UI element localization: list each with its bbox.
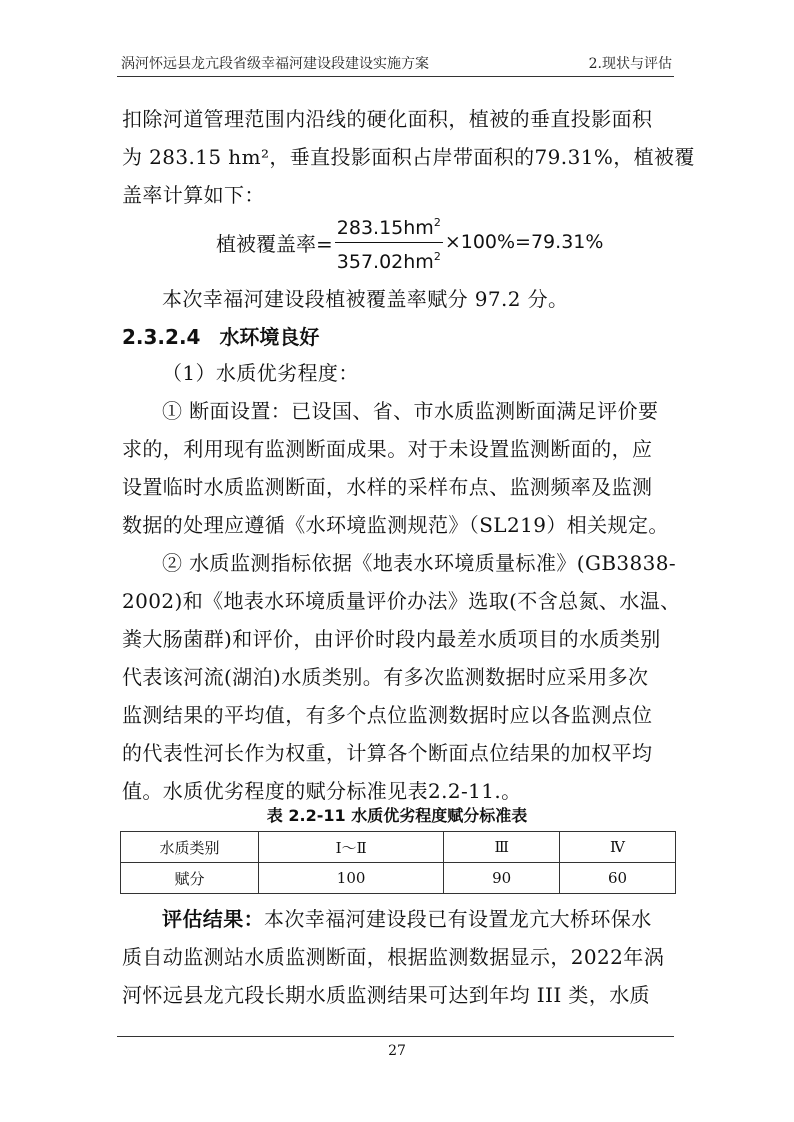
text-line: 求的，利用现有监测断面成果。对于未设置监测断面的，应 <box>122 437 653 461</box>
formula-numerator: $283.15hm^2$ <box>335 211 443 243</box>
text-line: 粪大肠菌群)和评价，由评价时段内最差水质项目的水质类别 <box>122 627 661 651</box>
result-label: 评估结果： <box>162 907 264 931</box>
text-line: ① 断面设置：已设国、省、市水质监测断面满足评价要 <box>162 399 659 423</box>
table-cell: 90 <box>444 863 560 894</box>
text-line: 质自动监测站水质监测断面，根据监测数据显示，2022年涡 <box>122 945 665 969</box>
formula-denominator: $357.02hm^2$ <box>336 249 441 273</box>
text-line: 设置临时水质监测断面，水样的采样布点、监测频率及监测 <box>122 475 653 499</box>
section-number: 2.3.2.4 <box>122 325 201 349</box>
scoring-table <box>120 831 676 894</box>
section-title: 水环境良好 <box>219 325 320 349</box>
evaluation-result-paragraph <box>122 900 674 1014</box>
table-cell: Ⅳ <box>560 832 676 863</box>
text-line: （1）水质优劣程度： <box>162 361 359 385</box>
section-heading <box>122 318 319 356</box>
text-line: 本次幸福河建设段植被覆盖率赋分 97.2 分。 <box>162 287 569 311</box>
running-header <box>117 50 674 74</box>
text-line: 为 283.15 hm²，垂直投影面积占岸带面积的79.31%，植被覆 <box>122 145 695 169</box>
text-line: 的代表性河长作为权重，计算各个断面点位结果的加权平均 <box>122 741 653 765</box>
table-row <box>121 832 676 863</box>
text-line: 扣除河道管理范围内沿线的硬化面积，植被的垂直投影面积 <box>122 107 653 131</box>
table-caption: 表 2.2-11 水质优劣程度赋分标准表 <box>266 806 528 825</box>
table-row <box>121 863 676 894</box>
table-cell: 60 <box>560 863 676 894</box>
text-line: 盖率计算如下： <box>122 183 265 207</box>
text-line: 监测结果的平均值，有多个点位监测数据时应以各监测点位 <box>122 703 653 727</box>
formula-fraction <box>335 211 443 274</box>
text-line: 代表该河流(湖泊)水质类别。有多次监测数据时应采用多次 <box>122 665 649 689</box>
water-quality-paragraphs <box>122 354 681 810</box>
table-cell: 赋分 <box>121 863 259 894</box>
text-line: ② 水质监测指标依据《地表水环境质量标准》(GB3838- <box>162 551 677 575</box>
text-line <box>122 900 674 938</box>
header-divider <box>117 76 674 77</box>
table-cell: Ⅰ～Ⅱ <box>259 832 444 863</box>
coverage-formula <box>216 212 603 272</box>
table-cell: 水质类别 <box>121 832 259 863</box>
vegetation-paragraph <box>122 100 695 214</box>
text-line: 2002)和《地表水环境质量评价办法》选取(不含总氮、水温、 <box>122 589 681 613</box>
footer-divider <box>117 1036 674 1037</box>
text-line: 值。水质优劣程度的赋分标准见表2.2-11.。 <box>122 779 522 803</box>
text-line: 数据的处理应遵循《水环境监测规范》（SL219）相关规定。 <box>122 513 669 537</box>
vegetation-score-paragraph <box>122 280 674 318</box>
header-chapter-title: 2.现状与评估 <box>588 56 672 72</box>
page-number: 27 <box>388 1043 406 1059</box>
text-line: 河怀远县龙亢段长期水质监测结果可达到年均 III 类，水质 <box>122 983 651 1007</box>
header-document-title: 涡河怀远县龙亢段省级幸福河建设段建设实施方案 <box>121 56 429 72</box>
formula-label: 植被覆盖率= <box>216 231 333 256</box>
formula-result: ×100%=79.31% <box>444 231 604 253</box>
table-cell: 100 <box>259 863 444 894</box>
table-cell: Ⅲ <box>444 832 560 863</box>
result-text: 本次幸福河建设段已有设置龙亢大桥环保水 <box>264 907 652 931</box>
